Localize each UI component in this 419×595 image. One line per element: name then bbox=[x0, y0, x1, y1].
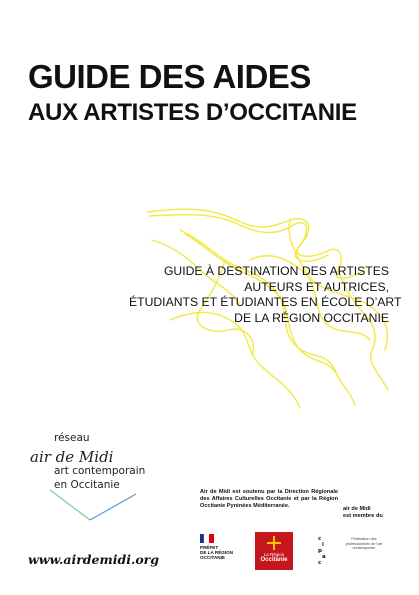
cipac-letter: i bbox=[322, 542, 324, 548]
cipac-letter: c bbox=[318, 560, 322, 566]
region-line-2: Occitanie bbox=[260, 556, 288, 563]
marianne-icon bbox=[200, 534, 214, 543]
prefet-line-3: OCCITANIE bbox=[200, 555, 225, 561]
air-de-midi-logo bbox=[28, 430, 188, 530]
cipac-letter: a bbox=[322, 554, 326, 560]
cipac-letter: p bbox=[318, 548, 322, 554]
support-text: Air de Midi est soutenu par la Direction Régionale des Affaires Culturelles Occitanie et par la Région Occitanie Pyrénées Méditerranée. bbox=[200, 489, 338, 510]
logo-reseau-text: réseau bbox=[54, 432, 90, 444]
logo-art-contemporain: art contemporain bbox=[54, 465, 146, 477]
region-line-1: La Région bbox=[263, 552, 285, 557]
subtitle bbox=[129, 264, 402, 326]
cipac-logo bbox=[306, 536, 336, 570]
website-url[interactable]: www.airdemidi.org bbox=[28, 552, 159, 567]
title-line-2: AUX ARTISTES D’OCCITANIE bbox=[28, 99, 357, 126]
title-line-1: GUIDE DES AIDES bbox=[28, 58, 311, 95]
logo-en-occitanie: en Occitanie bbox=[54, 479, 120, 491]
occitanie-cross-icon bbox=[267, 536, 281, 550]
subtitle-line: AUTEURS ET AUTRICES, bbox=[244, 279, 389, 294]
cipac-letter: c bbox=[318, 536, 322, 542]
logo-lines-icon bbox=[28, 486, 148, 526]
federation-text: Fédération des professionnels de l'art contemporain bbox=[345, 537, 383, 551]
prefet-line-1: PRÉFET bbox=[200, 545, 219, 550]
prefet-logo bbox=[200, 534, 248, 564]
subtitle-line: ÉTUDIANTS ET ÉTUDIANTES EN ÉCOLE D’ART bbox=[129, 295, 402, 309]
prefet-line-2: DE LA RÉGION bbox=[200, 550, 234, 556]
subtitle-line: GUIDE À DESTINATION DES ARTISTES bbox=[163, 264, 389, 278]
member-text bbox=[343, 506, 383, 520]
logo-name: air de Midi bbox=[30, 448, 114, 466]
member-line-1: air de Midi bbox=[343, 506, 371, 512]
region-occitanie-logo bbox=[255, 532, 293, 570]
member-line-2: est membre du bbox=[343, 513, 383, 520]
subtitle-line: DE LA RÉGION OCCITANIE bbox=[234, 310, 389, 325]
